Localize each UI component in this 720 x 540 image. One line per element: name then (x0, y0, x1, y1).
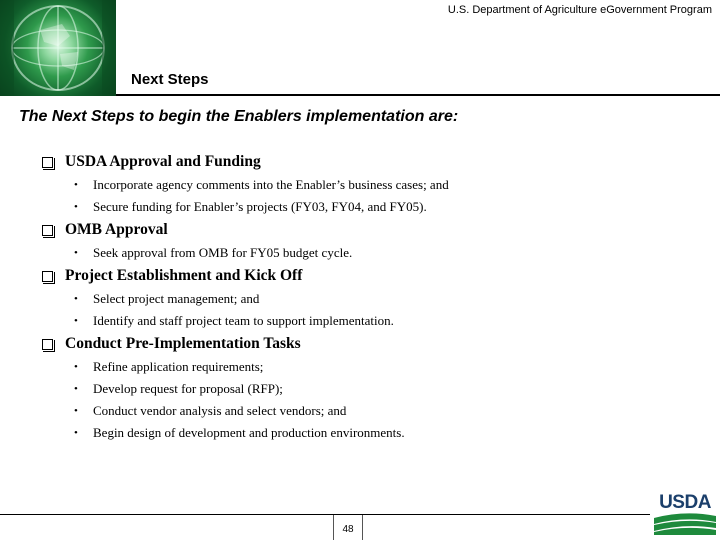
program-title: U.S. Department of Agriculture eGovernment Program (447, 4, 712, 16)
globe-icon (0, 0, 116, 96)
list-item-text: Refine application requirements; (93, 359, 264, 374)
section-title: Next Steps (131, 71, 209, 88)
list-item (74, 422, 702, 444)
list-item-text: Develop request for proposal (RFP); (93, 381, 283, 396)
bullet-dot-icon: • (74, 179, 78, 191)
bullet-dot-icon: • (74, 315, 78, 327)
steps-content (42, 150, 702, 444)
usda-logo-text: USDA (659, 492, 711, 513)
step-section (42, 264, 702, 332)
page-number: 48 (342, 524, 354, 535)
step-label: Project Establishment and Kick Off (65, 267, 303, 284)
list-item-text: Seek approval from OMB for FY05 budget cycle. (93, 245, 353, 260)
header-divider (116, 94, 720, 96)
list-item-text: Begin design of development and production environments. (93, 425, 405, 440)
list-item (74, 378, 702, 400)
checkbox-bullet-icon (42, 271, 53, 282)
step-heading (42, 332, 702, 356)
step-section (42, 218, 702, 264)
list-item (74, 196, 702, 218)
list-item (74, 310, 702, 332)
list-item-text: Incorporate agency comments into the Enabler’s business cases; and (93, 177, 449, 192)
usda-logo (652, 492, 718, 536)
list-item-text: Select project management; and (93, 291, 260, 306)
step-heading (42, 264, 702, 288)
slide-subtitle: The Next Steps to begin the Enablers implementation are: (19, 108, 459, 125)
bullet-dot-icon: • (74, 405, 78, 417)
step-label: OMB Approval (65, 221, 168, 238)
list-item (74, 400, 702, 422)
step-section (42, 332, 702, 444)
step-section (42, 150, 702, 218)
list-item (74, 356, 702, 378)
checkbox-bullet-icon (42, 225, 53, 236)
bullet-dot-icon: • (74, 383, 78, 395)
bullet-dot-icon: • (74, 361, 78, 373)
list-item (74, 174, 702, 196)
list-item-text: Secure funding for Enabler’s projects (FY03, FY04, and FY05). (93, 199, 427, 214)
step-bullet-list (74, 288, 702, 332)
step-bullet-list (74, 356, 702, 444)
footer-divider (0, 514, 650, 515)
list-item-text: Conduct vendor analysis and select vendors; and (93, 403, 347, 418)
list-item (74, 242, 702, 264)
list-item-text: Identify and staff project team to support implementation. (93, 313, 394, 328)
checkbox-bullet-icon (42, 339, 53, 350)
step-label: Conduct Pre-Implementation Tasks (65, 335, 301, 352)
step-heading (42, 150, 702, 174)
usda-hills-icon (652, 492, 718, 536)
step-label: USDA Approval and Funding (65, 153, 261, 170)
step-heading (42, 218, 702, 242)
bullet-dot-icon: • (74, 427, 78, 439)
bullet-dot-icon: • (74, 247, 78, 259)
checkbox-bullet-icon (42, 157, 53, 168)
bullet-dot-icon: • (74, 201, 78, 213)
globe-logo-image (0, 0, 116, 96)
step-bullet-list (74, 174, 702, 218)
list-item (74, 288, 702, 310)
step-bullet-list (74, 242, 702, 264)
bullet-dot-icon: • (74, 293, 78, 305)
